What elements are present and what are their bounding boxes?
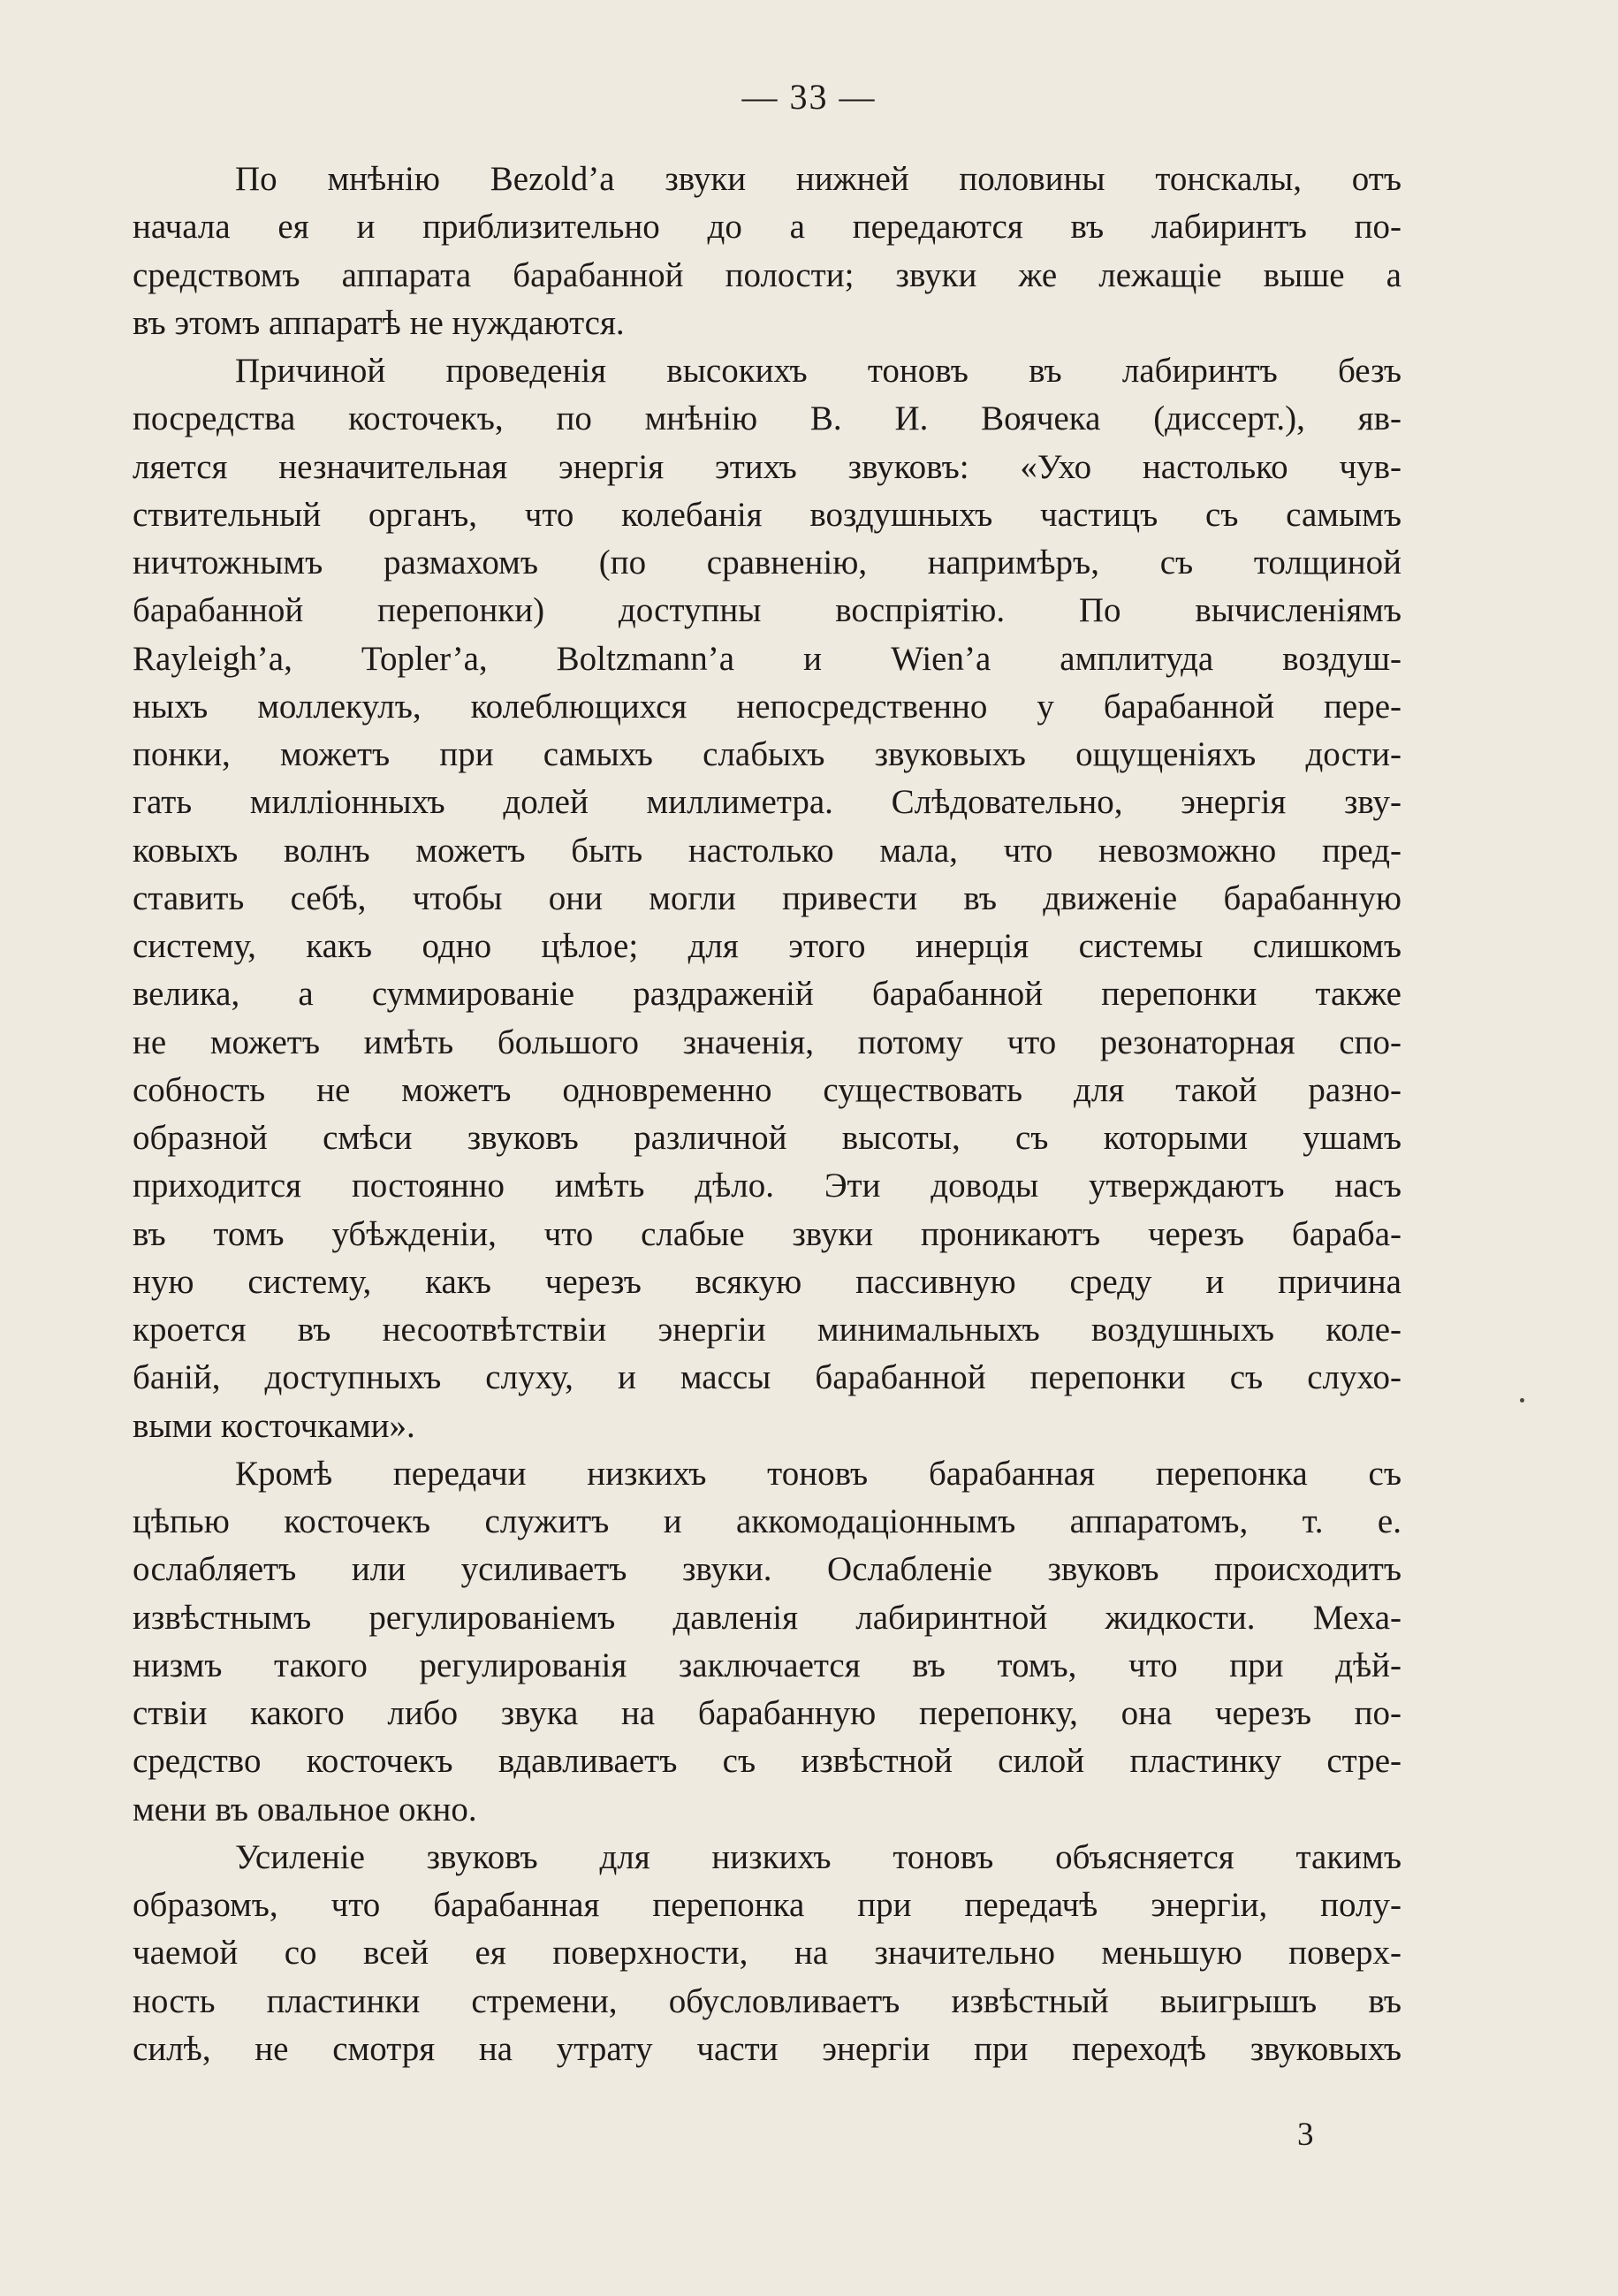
text-line: гать милліонныхъ долей миллиметра. Слѣдовательно, энергія зву- (133, 783, 1402, 822)
text-line: въ этомъ аппаратѣ не нуждаются. (133, 303, 625, 342)
text-line: извѣстнымъ регулированіемъ давленія лабиринтной жидкости. Меха- (133, 1598, 1402, 1637)
text-line: ствіи какого либо звука на барабанную перепонку, она черезъ по- (133, 1694, 1402, 1732)
text-line: систему, какъ одно цѣлое; для этого инерція системы слишкомъ (133, 927, 1402, 965)
text-line: ничтожнымъ размахомъ (по сравненію, напримѣръ, съ толщиной (133, 544, 1402, 582)
text-line: ковыхъ волнъ можетъ быть настолько мала, что невозможно пред- (133, 831, 1402, 870)
text-line: въ томъ убѣжденіи, что слабые звуки проникаютъ черезъ бараба- (133, 1214, 1402, 1253)
text-line: средство косточекъ вдавливаетъ съ извѣстной силой пластинку стре- (133, 1742, 1402, 1781)
text-line: собность не можетъ одновременно существовать для такой разно- (133, 1070, 1402, 1109)
text-line: цѣпью косточекъ служитъ и аккомодаціоннымъ аппаратомъ, т. е. (133, 1502, 1402, 1540)
text-line: образной смѣси звуковъ различной высоты, съ которыми ушамъ (133, 1119, 1402, 1157)
text-line: понки, можетъ при самыхъ слабыхъ звуковыхъ ощущеніяхъ дости- (133, 735, 1402, 773)
text-line: посредства косточекъ, по мнѣнію В. И. Воячека (диссерт.), яв- (133, 399, 1402, 438)
text-line: средствомъ аппарата барабанной полости; звуки же лежащіе выше a (133, 255, 1402, 294)
text-line: Причиной проведенія высокихъ тоновъ въ лабиринтъ безъ (235, 352, 1402, 390)
paragraph-3 (133, 1450, 1402, 1834)
text-line: не можетъ имѣть большого значенія, потому что резонаторная спо- (133, 1023, 1402, 1061)
text-line: барабанной перепонки) доступны воспріятію. По вычисленіямъ (133, 591, 1402, 630)
text-line: баній, доступныхъ слуху, и массы барабанной перепонки съ слухо- (133, 1358, 1402, 1397)
text-line: приходится постоянно имѣть дѣло. Эти доводы утверждаютъ насъ (133, 1167, 1402, 1205)
text-line: силѣ, не смотря на утрату части энергіи при переходѣ звуковыхъ (133, 2029, 1402, 2068)
text-line: низмъ такого регулированія заключается въ томъ, что при дѣй- (133, 1646, 1402, 1684)
text-line: начала ея и приблизительно до a передаются въ лабиринтъ по- (133, 208, 1402, 247)
text-line: выми косточками». (133, 1406, 415, 1445)
text-line: ную систему, какъ черезъ всякую пассивную среду и причина (133, 1262, 1402, 1301)
page-number: — 33 — (741, 77, 877, 117)
ink-mark (1520, 1398, 1524, 1403)
paragraph-4 (133, 1834, 1402, 2073)
text-line: образомъ, что барабанная перепонка при передачѣ энергіи, полу- (133, 1886, 1402, 1924)
text-line: велика, а суммированіе раздраженій барабанной перепонки также (133, 975, 1402, 1014)
text-line: Rayleigh’а, Topler’а, Boltzmann’а и Wien’а амплитуда воздуш- (133, 639, 1402, 678)
text-line: По мнѣнію Bezold’а звуки нижней половины тонскалы, отъ (235, 160, 1402, 198)
text-line: ставить себѣ, чтобы они могли привести въ движеніе барабанную (133, 878, 1402, 917)
text-line: Усиленіе звуковъ для низкихъ тоновъ объясняется такимъ (235, 1837, 1402, 1876)
text-line: ствительный органъ, что колебанія воздушныхъ частицъ съ самымъ (133, 495, 1402, 534)
text-line: ляется незначительная энергія этихъ звуковъ: «Ухо настолько чув- (133, 447, 1402, 486)
text-line: ныхъ моллекулъ, колеблющихся непосредственно у барабанной пере- (133, 687, 1402, 726)
text-line: мени въ овальное окно. (133, 1790, 477, 1828)
text-line: чаемой со всей ея поверхности, на значительно меньшую поверх- (133, 1934, 1402, 1973)
text-line: Кромѣ передачи низкихъ тоновъ барабанная перепонка съ (235, 1454, 1402, 1493)
sheet-signature: 3 (1297, 2117, 1314, 2153)
text-line: ность пластинки стремени, обусловливаетъ извѣстный выигрышъ въ (133, 1981, 1402, 2020)
paragraph-1 (133, 156, 1402, 347)
paragraph-2 (133, 347, 1402, 1450)
body-text (133, 156, 1402, 2073)
text-line: кроется въ несоотвѣтствіи энергіи минимальныхъ воздушныхъ коле- (133, 1311, 1402, 1349)
text-line: ослабляетъ или усиливаетъ звуки. Ослабленіе звуковъ происходитъ (133, 1550, 1402, 1589)
